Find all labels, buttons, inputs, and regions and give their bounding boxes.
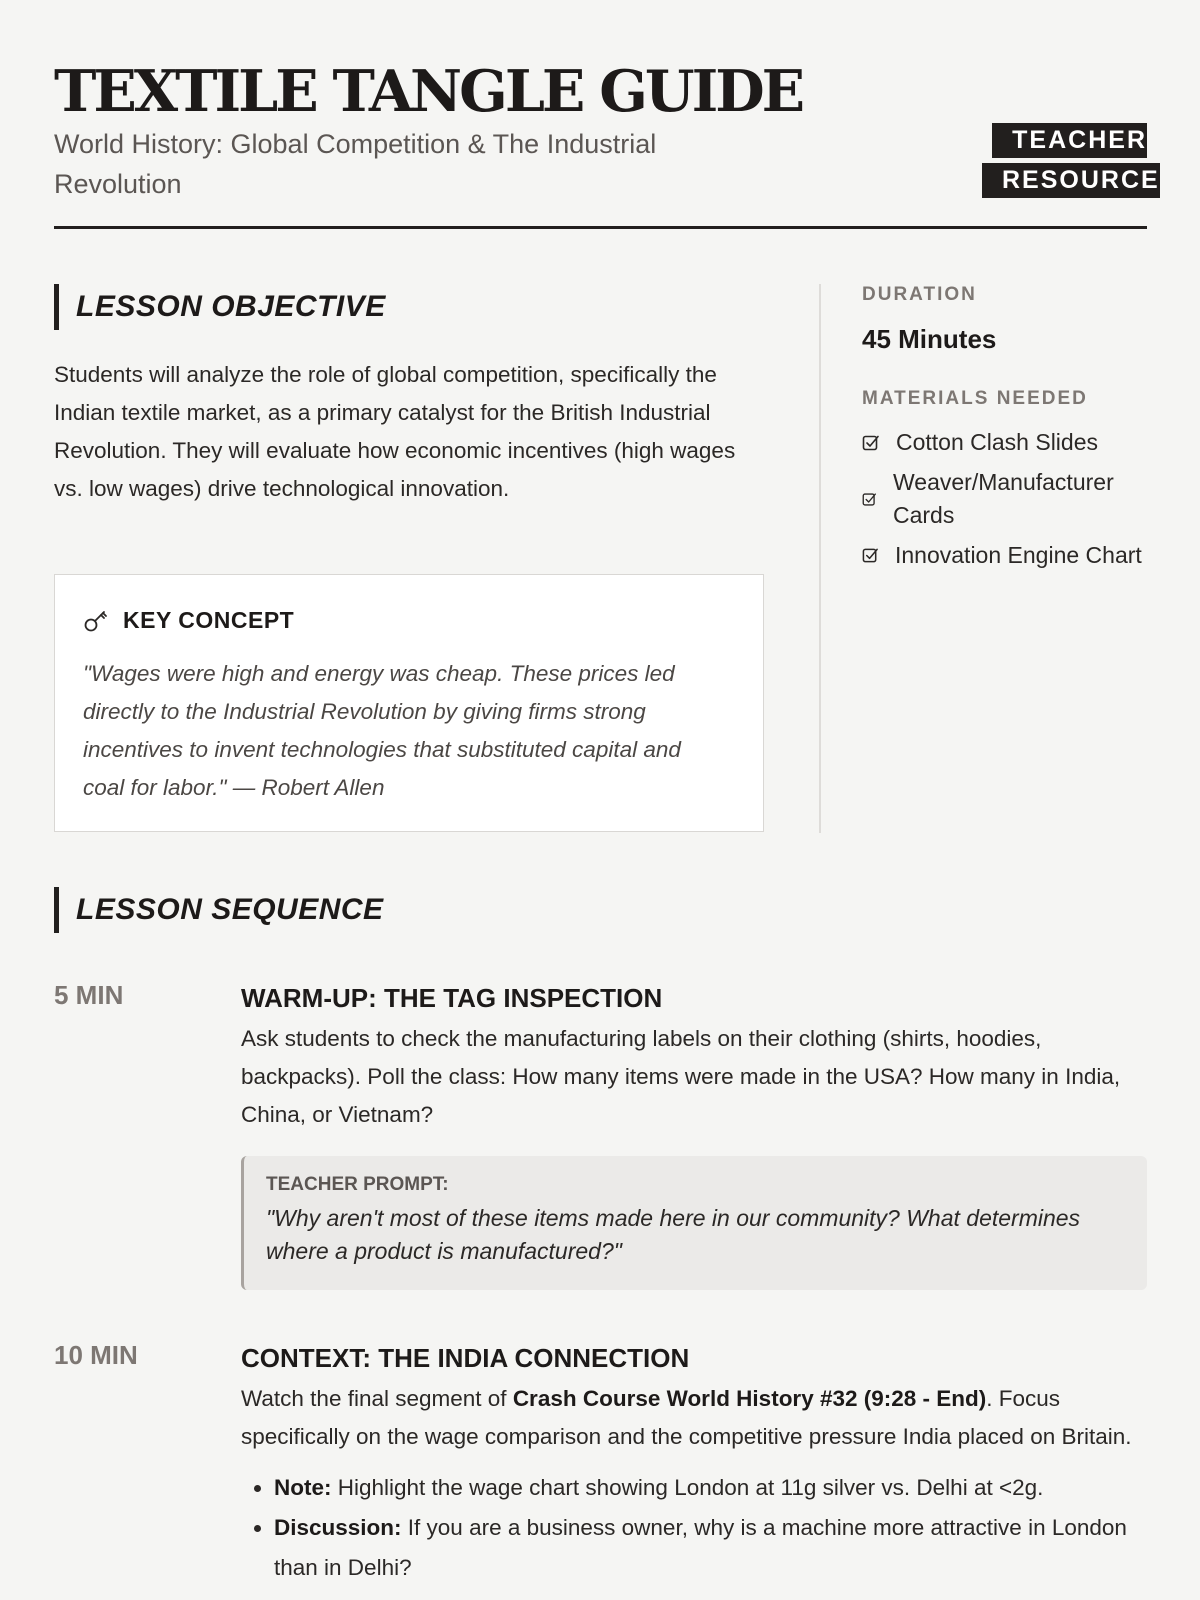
duration-label: DURATION bbox=[862, 284, 977, 305]
teacher-prompt-text: "Why aren't most of these items made here in our community? What determines where a product is manufactured?" bbox=[266, 1205, 1081, 1264]
key-icon bbox=[83, 607, 109, 633]
step-body bbox=[241, 980, 1147, 1290]
step-title: WARM-UP: THE TAG INSPECTION bbox=[241, 983, 663, 1013]
sidebar-divider bbox=[819, 284, 821, 833]
bullet-note bbox=[274, 1468, 1147, 1508]
step-text-lead: Watch the final segment of bbox=[241, 1386, 513, 1411]
step-duration: 10 MIN bbox=[54, 1340, 138, 1370]
material-label: Weaver/Manufacturer Cards bbox=[893, 469, 1114, 528]
step-bullet-list bbox=[241, 1468, 1147, 1588]
step-body bbox=[241, 1340, 1147, 1588]
checkbox-icon bbox=[862, 434, 880, 452]
material-item bbox=[862, 426, 1152, 459]
lesson-objective-text: Students will analyze the role of global competition, specifically the Indian textile market, as a primary catalyst for the British Industrial Revolution. They will evaluate how economic incentives (high wages vs. low wages) drive technological innovation. bbox=[54, 362, 736, 501]
checkbox-icon bbox=[862, 492, 877, 507]
lesson-objective-heading: LESSON OBJECTIVE bbox=[54, 284, 386, 330]
material-label: Cotton Clash Slides bbox=[896, 429, 1098, 455]
teacher-prompt-label: TEACHER PROMPT: bbox=[266, 1174, 449, 1195]
lesson-sequence-heading: LESSON SEQUENCE bbox=[54, 887, 384, 933]
bullet-discussion bbox=[274, 1508, 1147, 1588]
duration-value: 45 Minutes bbox=[862, 324, 997, 354]
header bbox=[54, 58, 1160, 204]
header-divider bbox=[54, 226, 1147, 229]
material-item bbox=[862, 466, 1152, 532]
badge-label: TEACHER RESOURCE bbox=[982, 123, 1160, 198]
key-concept-quote: "Wages were high and energy was cheap. These prices led directly to the Industrial Revolution by giving firms strong incentives to invent technologies that substituted capital and coal for labor." — Robert Allen bbox=[83, 661, 681, 800]
video-reference: Crash Course World History #32 (9:28 - End) bbox=[512, 1386, 987, 1411]
key-concept-label: KEY CONCEPT bbox=[123, 606, 295, 633]
teacher-prompt-box bbox=[241, 1156, 1147, 1290]
checkbox-icon bbox=[862, 547, 879, 564]
step-description bbox=[241, 1380, 1147, 1456]
step-description: Ask students to check the manufacturing labels on their clothing (shirts, hoodies, backpacks). Poll the class: How many items were made in the USA? How many in India, China, or Vietnam? bbox=[241, 1026, 1121, 1127]
step-text-rest: . Focus specifically on the wage comparison and the competitive pressure India placed on Britain. bbox=[241, 1386, 1132, 1449]
step-duration: 5 MIN bbox=[54, 980, 124, 1010]
materials-list bbox=[862, 426, 1152, 572]
lesson-sidebar bbox=[862, 284, 1152, 579]
materials-label: MATERIALS NEEDED bbox=[862, 388, 1088, 409]
key-concept-box bbox=[54, 574, 764, 832]
bullet-text: Highlight the wage chart showing London at 11g silver vs. Delhi at <2g. bbox=[331, 1475, 1044, 1500]
step-title: CONTEXT: THE INDIA CONNECTION bbox=[241, 1343, 690, 1373]
teacher-resource-badge bbox=[982, 120, 1160, 200]
material-item bbox=[862, 539, 1152, 572]
key-concept-header bbox=[83, 603, 735, 637]
page-title: TEXTILE TANGLE GUIDE bbox=[54, 58, 803, 125]
bullet-text: If you are a business owner, why is a machine more attractive in London than in Delhi? bbox=[274, 1515, 1127, 1580]
bullet-label: Note: bbox=[274, 1475, 332, 1500]
material-label: Innovation Engine Chart bbox=[895, 542, 1142, 568]
bullet-label: Discussion: bbox=[274, 1515, 402, 1540]
page-subtitle: World History: Global Competition & The Industrial Revolution bbox=[54, 129, 657, 199]
